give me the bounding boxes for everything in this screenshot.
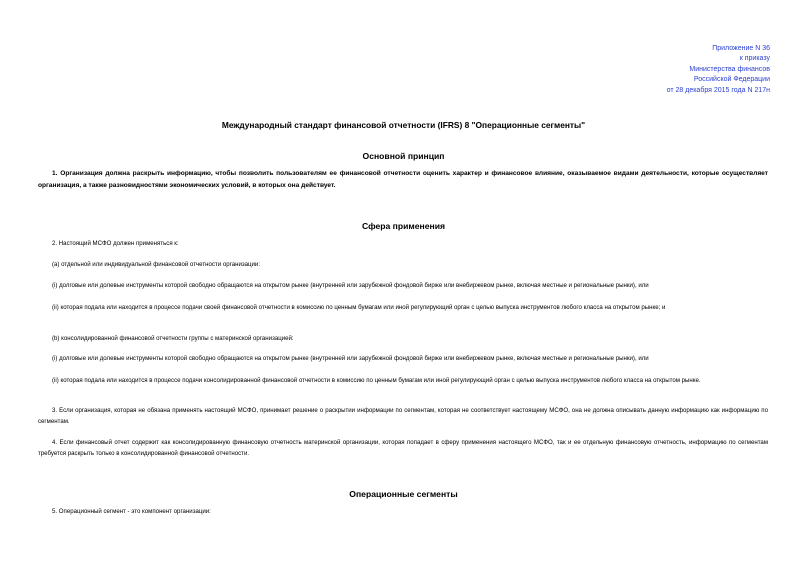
paragraph-5: 5. Операционный сегмент - это компонент организации: [52, 508, 211, 515]
section-heading-scope: Сфера применения [361, 221, 445, 231]
paragraph-1: 1. Организация должна раскрыть информацию, чтобы позволить пользователям ее финансовой отчетности оценить характер и финансовое влияние, оказываемое видами деятельности, которые осуществляет организация, а также разновидностями экономических условий, в которых она действует. [38, 170, 768, 189]
paragraph-2: 2. Настоящий МСФО должен применяться к: [52, 240, 179, 247]
paragraph-4: 4. Если финансовый отчет содержит как консолидированную финансовую отчетность материнской организации, которая попадает в сферу применения настоящего МСФО, так и ее отдельную финансовую отчетность, информацию по сегментам требуется раскрыть только в консолидированной финансовой отчетности. [38, 439, 768, 457]
paragraph-3: 3. Если организация, которая не обязана применять настоящий МСФО, принимает решение о раскрытии информации по сегментам, которая не соответствует настоящему МСФО, она не должна описывать данную информацию как информацию по сегментам. [38, 407, 768, 425]
paragraph-2a-i: (i) долговые или долевые инструменты которой свободно обращаются на открытом рынке (внутренней или зарубежной фондовой бирже или внебиржевом рынке, включая местные и региональные рынки), или [52, 282, 649, 289]
paragraph-2b-ii: (ii) которая подала или находится в процессе подачи консолидированной финансовой отчетности в комиссию по ценным бумагам или иной регулирующий орган с целью выпуска инструментов любого класса на открытом рынке. [52, 377, 701, 384]
section-heading-operating-segments: Операционные сегменты [349, 489, 458, 499]
paragraph-2a-ii: (ii) которая подала или находится в процессе подачи своей финансовой отчетности в комиссию по ценным бумагам или иной регулирующий орган с целью выпуска инструментов любого класса на открытом рынке; и [52, 304, 666, 311]
paragraph-2b: (b) консолидированной финансовой отчетности группы с материнской организацией: [52, 335, 294, 342]
appendix-reference [667, 44, 770, 96]
section-heading-core-principle: Основной принцип [362, 151, 445, 161]
appendix-ministry: Министерства финансов [689, 65, 770, 73]
appendix-order-label: к приказу [739, 55, 770, 63]
appendix-date: от 28 декабря 2015 года N 217н [666, 86, 770, 94]
appendix-country: Российской Федерации [693, 76, 770, 84]
appendix-number: Приложение N 36 [712, 45, 770, 52]
document-title: Международный стандарт финансовой отчетности (IFRS) 8 "Операционные сегменты" [221, 120, 586, 130]
paragraph-2a: (a) отдельной или индивидуальной финансовой отчетности организации: [52, 261, 261, 268]
paragraph-2b-i: (i) долговые или долевые инструменты которой свободно обращаются на открытом рынке (внутренней или зарубежной фондовой бирже или внебиржевом рынке, включая местные и региональные рынки), или [52, 355, 649, 362]
